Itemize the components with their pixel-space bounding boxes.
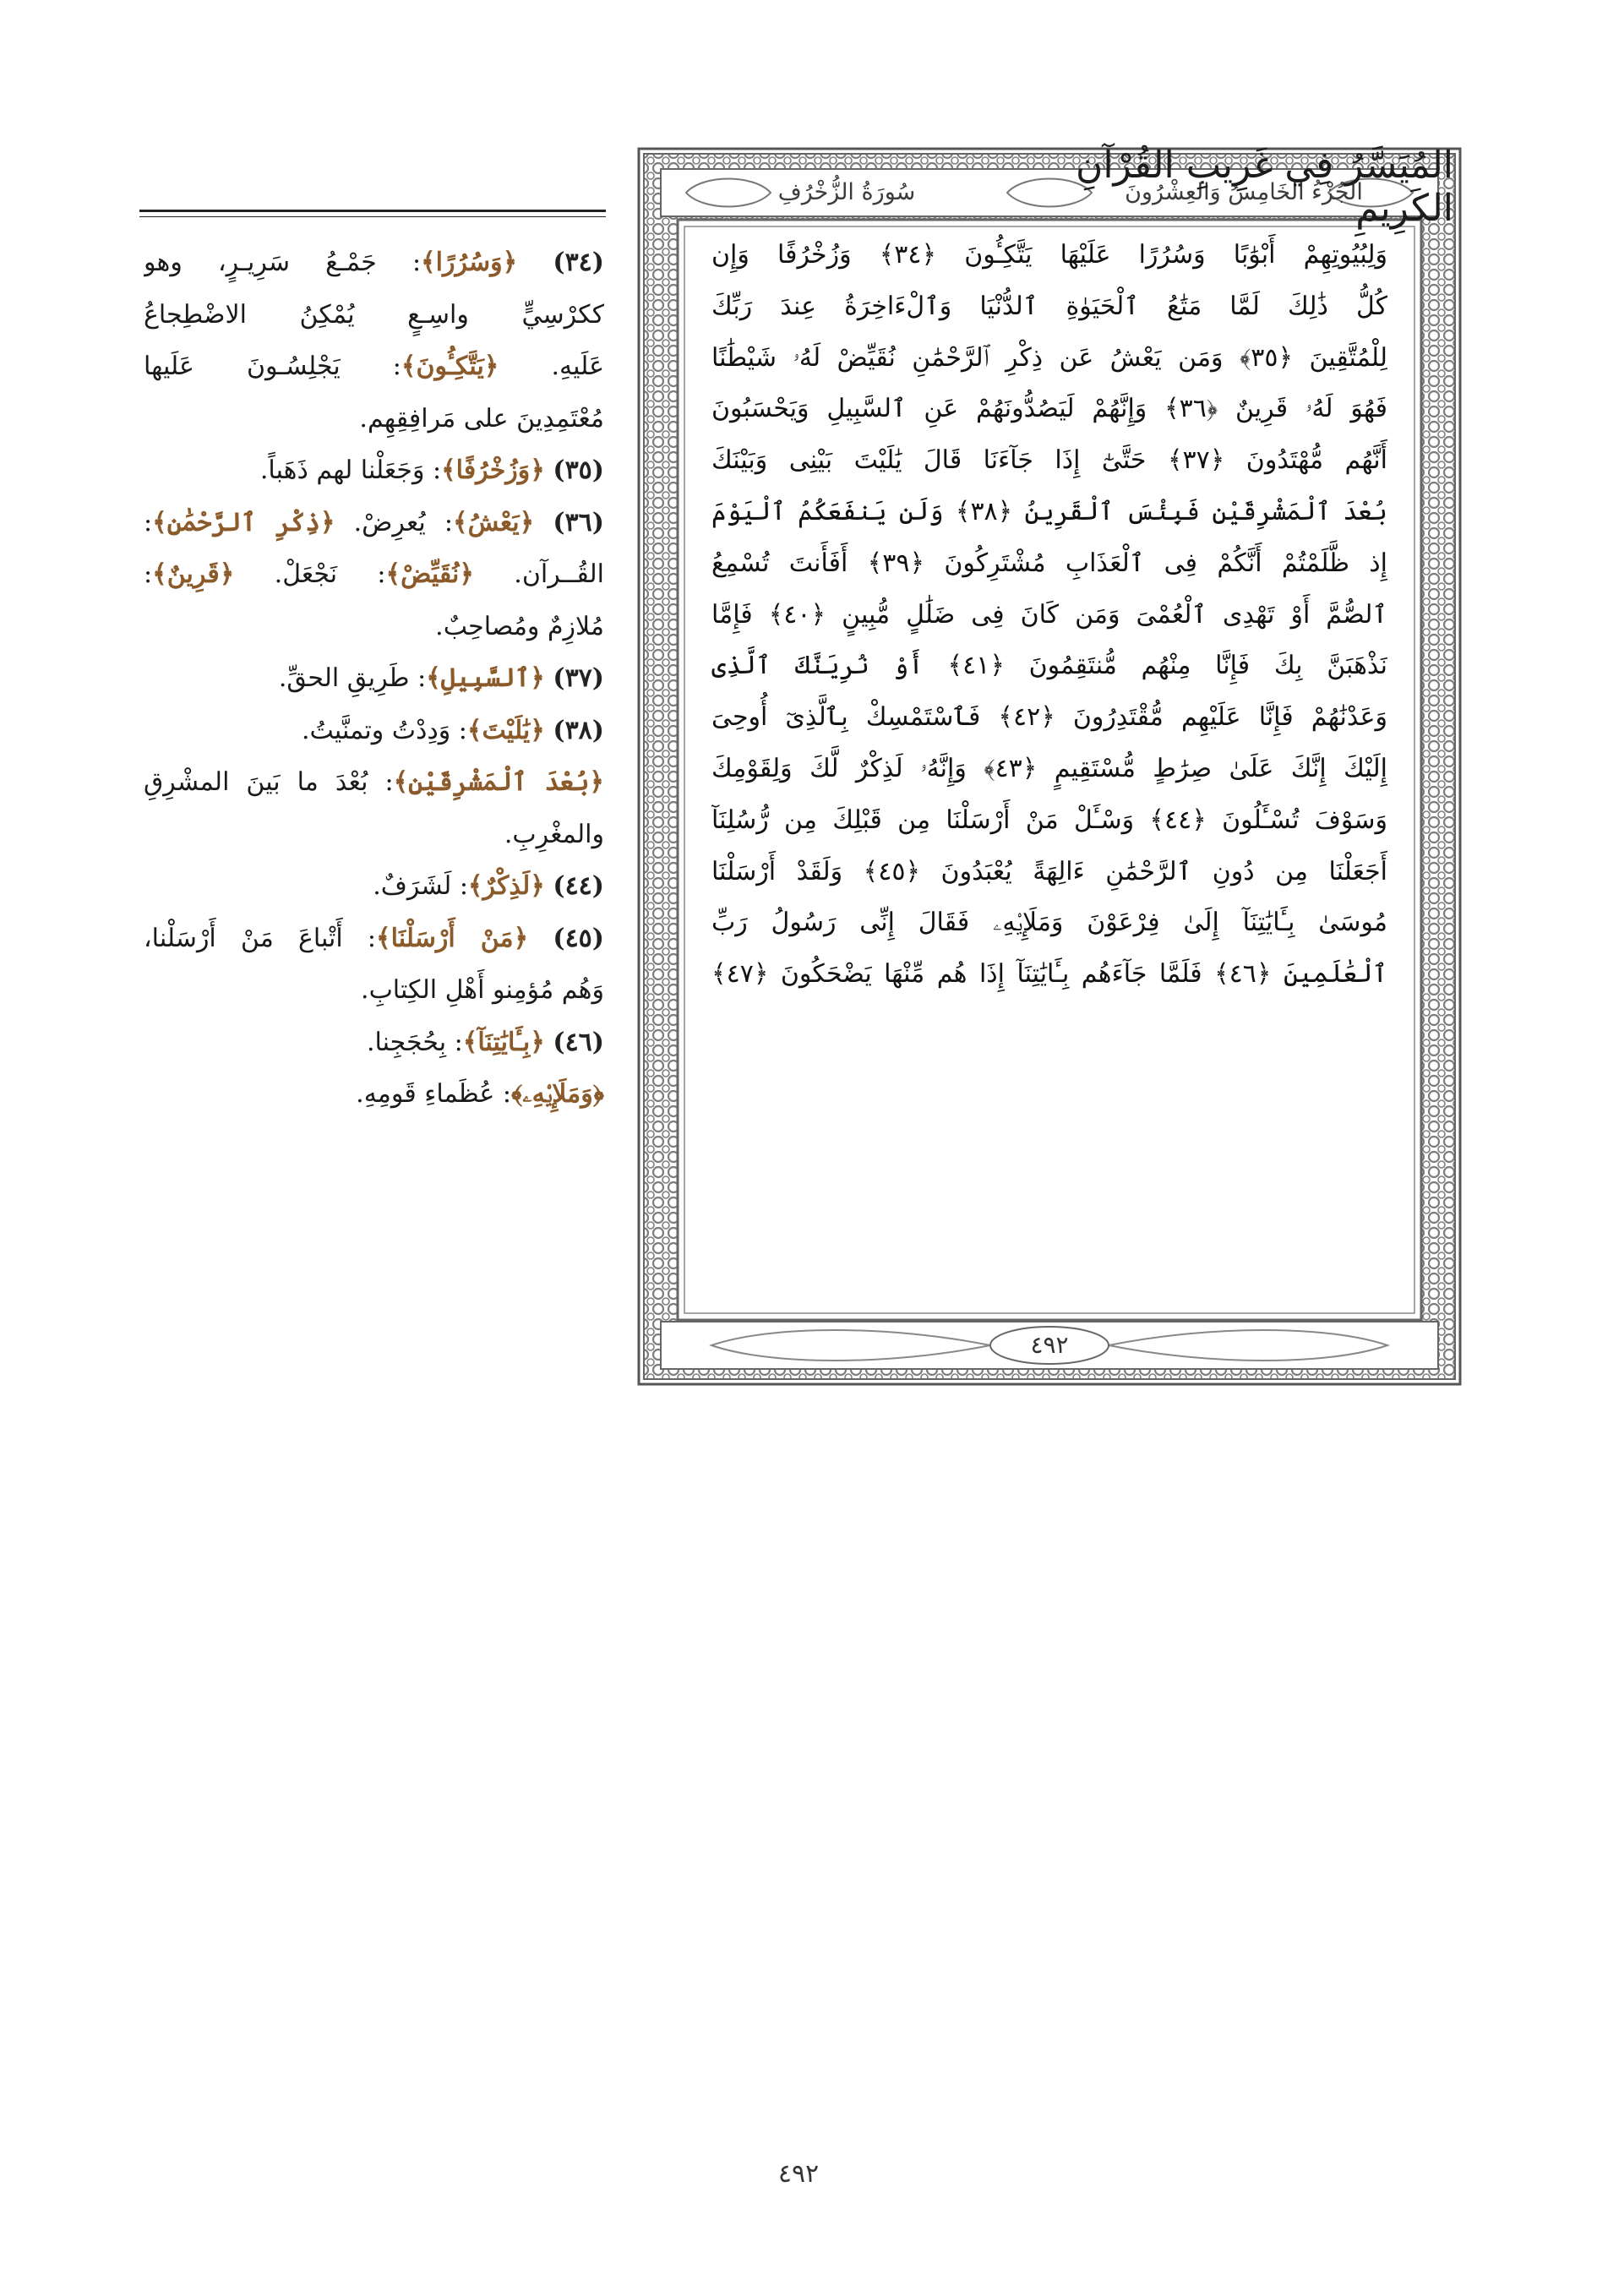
verse-line: لِلْمُتَّقِينَ ﴿٣٥﴾ وَمَن يَعْشُ عَن ذِكْرِ ٱلرَّحْمَٰنِ نُقَيِّضْ لَهُۥ شَيْطَٰنًا (711, 342, 1387, 373)
quran-page (635, 145, 1463, 1388)
definition: : عُظَماءِ قَومِهِ. (356, 1079, 511, 1109)
tafsir-line (144, 289, 604, 341)
definition: : طَرِيقِ الحقِّ. (278, 663, 427, 693)
verse-number: (٤٦) (553, 1027, 604, 1057)
verse-number: (٣٨) (553, 715, 604, 745)
verse-line: مُوسَىٰ بِـَٔايَٰتِنَآ إِلَىٰ فِرْعَوْنَ وَمَلَإِي۟هِۦ فَقَالَ إِنِّى رَسُولُ رَبِّ (711, 908, 1387, 938)
tafsir-title: المُيَسَّرُ فِي غَرِيبِ القُرْآنِ الكَرِيمِ (1076, 144, 1453, 230)
verse-line: إِذ ظَّلَمْتُمْ أَنَّكُمْ فِى ٱلْعَذَابِ مُشْتَرِكُونَ ﴿٣٩﴾ أَفَأَنتَ تُسْمِعُ (711, 548, 1387, 578)
definition: : وَجَعَلْنا لهم ذَهَباً. (259, 455, 442, 485)
tafsir-line (144, 393, 604, 445)
tafsir-line (144, 497, 604, 549)
verse-line: فَهُوَ لَهُۥ قَرِينٌ ﴿٣٦﴾ وَإِنَّهُمْ لَيَصُدُّونَهُمْ عَنِ ٱلسَّبِيلِ وَيَحْسَبُونَ (711, 394, 1387, 424)
verse-line: أَنَّهُم مُّهْتَدُونَ ﴿٣٧﴾ حَتَّىٰٓ إِذَا جَآءَنَا قَالَ يَٰلَيْتَ بَيْنِى وَبَيْنَكَ (711, 445, 1387, 476)
keyword: ﴿قَرِينٌ﴾ (152, 559, 235, 589)
verse-line: نَذْهَبَنَّ بِكَ فَإِنَّا مِنْهُم مُّنتَقِمُونَ ﴿٤١﴾ أَوْ نُرِيَنَّكَ ٱلَّذِى (711, 651, 1387, 681)
verse-line: وَعَدْنَٰهُمْ فَإِنَّا عَلَيْهِم مُّقْتَدِرُونَ ﴿٤٢﴾ فَٱسْتَمْسِكْ بِٱلَّذِىٓ أُوحِىَ (711, 702, 1387, 733)
definition: : (144, 507, 153, 537)
title-rule (139, 210, 606, 212)
verse-number: (٣٤) (553, 248, 604, 277)
definition: ككرْسِيٍّ واسِـعٍ يُمْكِنُ الاضْطِجاعُ (144, 299, 604, 330)
definition: مُعْتَمِدِينَ على مَرافِقِهِم. (359, 403, 604, 434)
keyword: ﴿مَنْ أَرْسَلْنَا﴾ (376, 923, 529, 953)
keyword: ﴿وَسُرُرًا﴾ (421, 248, 518, 277)
tafsir-line (144, 652, 604, 705)
surah-header: سُورَةُ الزُّخْرُفِ (777, 179, 916, 205)
keyword: ﴿بِـَٔايَٰتِنَآ﴾ (462, 1027, 545, 1057)
verse-line: ٱلْعَٰلَمِينَ ﴿٤٦﴾ فَلَمَّا جَآءَهُم بِـَٔايَٰتِنَآ إِذَا هُم مِّنْهَا يَضْحَكُونَ ﴿٤٧﴾ (711, 959, 1387, 990)
keyword: ﴿يَٰلَيْتَ﴾ (466, 715, 545, 745)
definition: : أَتْباعَ مَنْ أَرْسَلْنا، (144, 923, 376, 953)
definition: عَلَيهِ. (551, 352, 604, 381)
tafsir-line (144, 705, 604, 757)
definition: : يَجْلِسُـونَ عَلَيها (144, 352, 401, 381)
verse-number: (٣٦) (553, 507, 604, 537)
definition: : (144, 559, 153, 589)
verse-number: (٤٤) (553, 871, 604, 901)
tafsir-line (144, 756, 604, 809)
tafsir-line (144, 341, 604, 393)
tafsir-line (144, 964, 604, 1017)
definition: وَهُم مُؤمِنو أَهْلِ الكِتابِ. (361, 975, 604, 1005)
tafsir-line (144, 913, 604, 965)
verse-line: وَلِبُيُوتِهِمْ أَبْوَٰبًا وَسُرُرًا عَلَيْهَا يَتَّكِـُٔونَ ﴿٣٤﴾ وَزُخْرُفًا وَإِن (711, 240, 1387, 270)
definition: : جَمْـعُ سَرِيـرٍ، وهو (144, 248, 422, 277)
verse-line: وَسَوْفَ تُسْـَٔلُونَ ﴿٤٤﴾ وَسْـَٔلْ مَنْ أَرْسَلْنَا مِن قَبْلِكَ مِن رُّسُلِنَآ (711, 804, 1387, 835)
mushaf-page-number: ٤٩٢ (1030, 1331, 1069, 1359)
keyword: ﴿ٱلسَّبِيلِ﴾ (426, 663, 545, 693)
verse-line: إِلَيْكَ إِنَّكَ عَلَىٰ صِرَٰطٍ مُّسْتَقِيمٍ ﴿٤٣﴾ وَإِنَّهُۥ لَذِكْرٌ لَّكَ وَلِقَوْمِكَ (711, 753, 1387, 783)
verse-number: (٤٥) (553, 923, 604, 953)
tafsir-line (144, 860, 604, 913)
tafsir-line (144, 809, 604, 861)
definition: : بُعْدَ ما بَينَ المشْرِقِ (144, 767, 394, 797)
verse-line: كُلُّ ذَٰلِكَ لَمَّا مَتَٰعُ ٱلْحَيَوٰةِ ٱلدُّنْيَا وَٱلْءَاخِرَةُ عِندَ رَبِّكَ (711, 291, 1387, 321)
tafsir-line (144, 601, 604, 653)
definition: القُــرآن. (514, 559, 604, 589)
verse-line: ٱلصُّمَّ أَوْ تَهْدِى ٱلْعُمْىَ وَمَن كَانَ فِى ضَلَٰلٍ مُّبِينٍ ﴿٤٠﴾ فَإِمَّا (711, 599, 1387, 630)
keyword: ﴿ذِكْرِ ٱلرَّحْمَٰنِ﴾ (152, 507, 335, 537)
tafsir-line (144, 237, 604, 289)
keyword: ﴿يَعْشُ﴾ (453, 507, 535, 537)
tafsir-line (144, 1017, 604, 1069)
title-rule-thin (139, 216, 606, 217)
verses-block (711, 230, 1387, 1001)
definition: : وَدِدْتُ وتمنَّيتُ. (301, 715, 467, 745)
definition: مُلازِمٌ ومُصاحِبٌ. (435, 611, 604, 641)
definition: : نَجْعَلْ. (274, 559, 386, 589)
tafsir-line (144, 444, 604, 497)
definition: : بِحُجَجِنا. (366, 1027, 463, 1057)
definition: : لَشَرَفٌ. (373, 871, 468, 901)
verse-number: (٣٧) (553, 663, 604, 693)
keyword: ﴿بُعْدَ ٱلْمَشْرِقَيْنِ﴾ (393, 767, 604, 797)
tafsir-line (144, 1068, 604, 1121)
juz-header: الجُزْءُ الخَامِسُ وَالعِشْرُونَ (1125, 179, 1363, 205)
verse-number: (٣٥) (553, 455, 604, 485)
verse-line: بُعْدَ ٱلْمَشْرِقَيْنِ فَبِئْسَ ٱلْقَرِينُ ﴿٣٨﴾ وَلَن يَنفَعَكُمُ ٱلْيَوْمَ (711, 496, 1387, 526)
keyword: ﴿يَتَّكِـُٔونَ﴾ (401, 352, 499, 381)
keyword: ﴿لَذِكْرٌ﴾ (467, 871, 545, 901)
keyword: ﴿وَزُخْرُفًا﴾ (441, 455, 545, 485)
tafsir-line (144, 548, 604, 601)
definition: والمغْرِبِ. (504, 819, 604, 849)
keyword: ﴿نُقَيِّضْ﴾ (385, 559, 474, 589)
keyword: ﴿وَمَلَإِي۟هِۦ﴾ (510, 1079, 604, 1109)
definition: : يُعرِضْ. (353, 507, 453, 537)
page-footer-number: ٤٩٢ (777, 2159, 820, 2189)
verse-line: أَجَعَلْنَا مِن دُونِ ٱلرَّحْمَٰنِ ءَالِهَةً يُعْبَدُونَ ﴿٤٥﴾ وَلَقَدْ أَرْسَلْنَا (711, 856, 1387, 886)
tafsir-column (144, 237, 604, 1121)
